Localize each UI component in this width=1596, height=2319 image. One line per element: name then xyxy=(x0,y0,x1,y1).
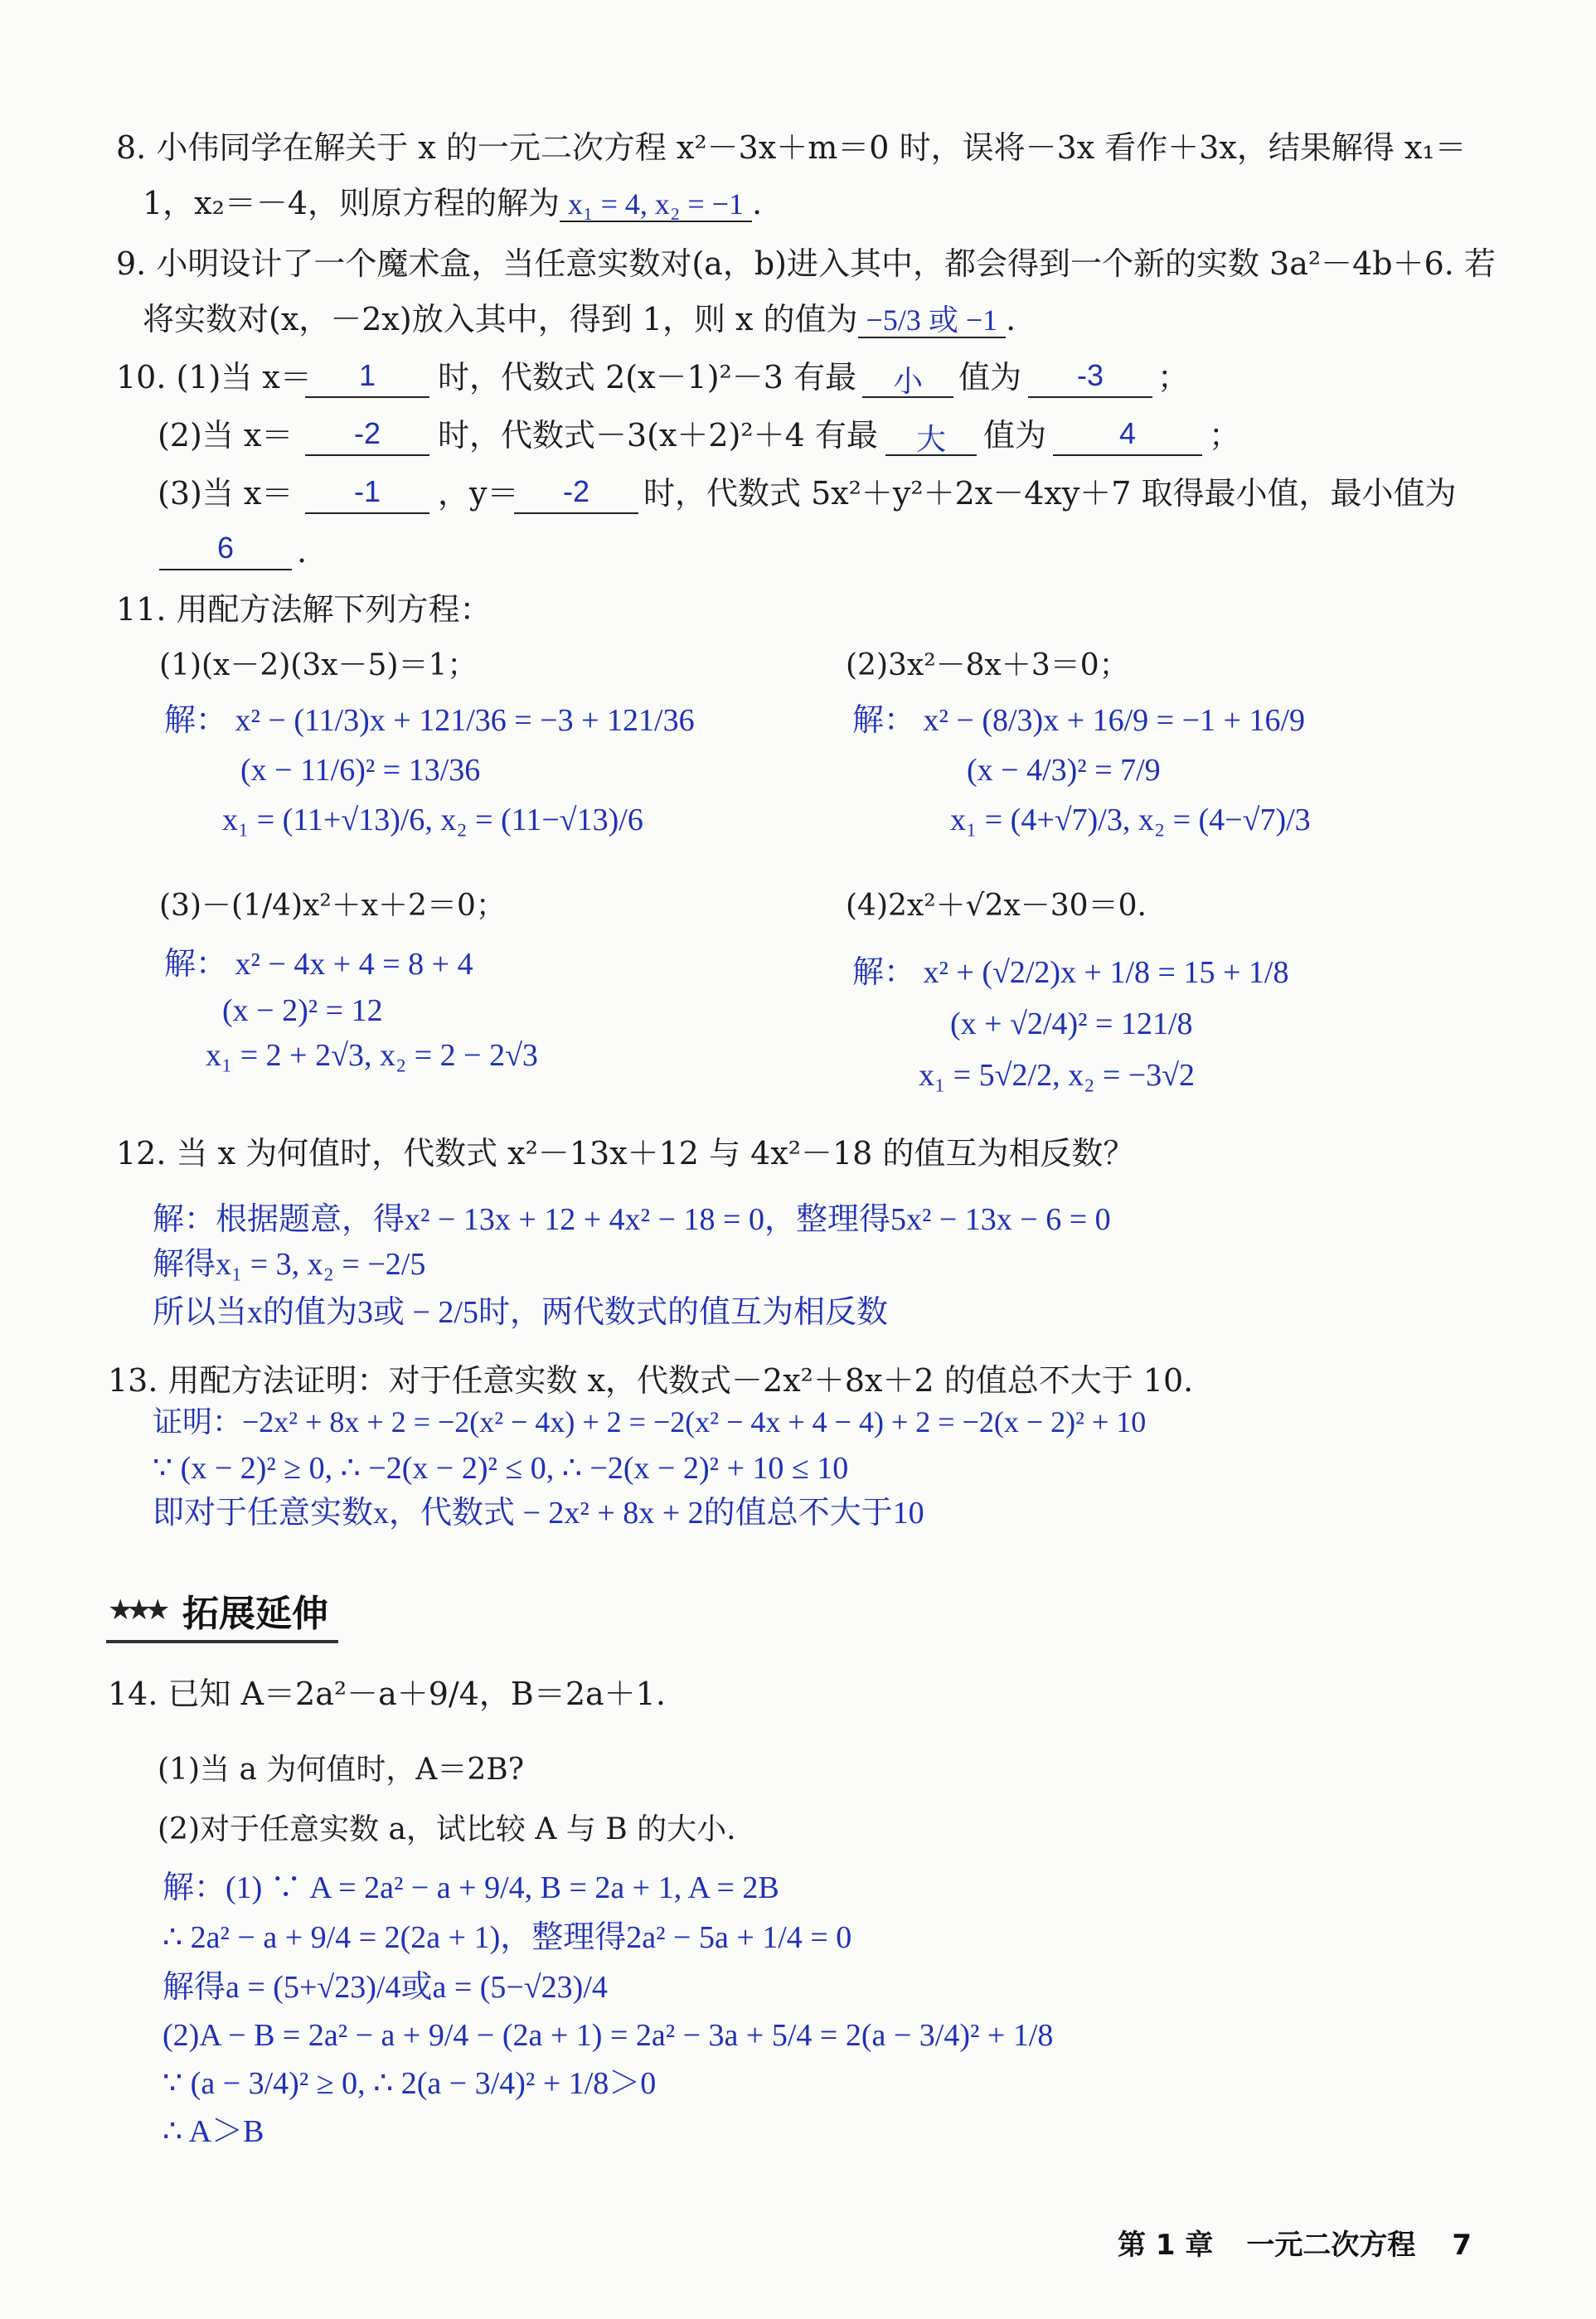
q14-p1: (1)当 a 为何值时，A＝2B? xyxy=(158,1753,525,1787)
q13-sol-1: 证明：−2x² + 8x + 2 = −2(x² − 4x) + 2 = −2(x² − 4x + 4 − 4) + 2 = −2(x − 2)² + 10 xyxy=(153,1405,1147,1438)
footer-chapter: 第 1 章 xyxy=(1117,2229,1214,2262)
q11-p1-sol-2: (x − 11/6)² = 13/36 xyxy=(240,753,481,788)
page-footer xyxy=(1118,2222,1472,2263)
q10-p1-c: 值为 xyxy=(958,359,1022,395)
q10-p1-fill1: 1 xyxy=(305,358,429,398)
q11-p1-sol-3: x₁ = (11+√13)/6, x₂ = (11−√13)/6 xyxy=(222,803,643,837)
q10-p1-d: ； xyxy=(1157,359,1190,395)
q10-p2-fill2: 大 xyxy=(885,416,977,456)
footer-chapter-title: 一元二次方程 xyxy=(1246,2229,1416,2262)
q9-line1: 9. 小明设计了一个魔术盒，当任意实数对(a，b)进入其中，都会得到一个新的实数 3a²－4b＋6. 若 xyxy=(116,245,1496,282)
q8-line1: 8. 小伟同学在解关于 x 的一元二次方程 x²－3x＋m＝0 时，误将－3x 看作＋3x，结果解得 x₁＝ xyxy=(116,129,1467,166)
q9-answer: −5/3 或 −1 xyxy=(858,303,1007,338)
q10-p3-a: (3)当 x＝ xyxy=(158,475,293,512)
q10-p2-fill1: -2 xyxy=(305,416,429,456)
q11-p3-sol-1: 解： x² − 4x + 4 = 8 + 4 xyxy=(164,947,473,982)
q14-sol-4: (2)A − B = 2a² − a + 9/4 − (2a + 1) = 2a² − 3a + 5/4 = 2(a − 3/4)² + 1/8 xyxy=(163,2018,1054,2053)
q14-title: 14. 已知 A＝2a²－a＋9/4，B＝2a＋1. xyxy=(108,1676,666,1712)
q13-title: 13. 用配方法证明：对于任意实数 x，代数式－2x²＋8x＋2 的值总不大于 10. xyxy=(108,1362,1194,1399)
q10-p2-c: 值为 xyxy=(983,417,1047,454)
q11-p1-sol-1: 解： x² − (11/3)x + 121/36 = −3 + 121/36 xyxy=(164,703,695,738)
q11-title: 11. 用配方法解下列方程： xyxy=(116,591,492,628)
q10-p2-a: (2)当 x＝ xyxy=(158,417,293,454)
q10-p3-fill1: -1 xyxy=(305,474,429,514)
q11-p4-sol-3: x₁ = 5√2/2, x₂ = −3√2 xyxy=(919,1058,1196,1093)
q13-sol-2: ∵ (x − 2)² ≥ 0, ∴ −2(x − 2)² ≤ 0, ∴ −2(x − 2)² + 10 ≤ 10 xyxy=(153,1451,849,1486)
q10-p3-c: 时，代数式 5x²＋y²＋2x－4xy＋7 取得最小值，最小值为 xyxy=(643,475,1457,512)
q10-p2-b: 时，代数式－3(x＋2)²＋4 有最 xyxy=(438,417,878,454)
q14-sol-5: ∵ (a − 3/4)² ≥ 0, ∴ 2(a − 3/4)² + 1/8＞0 xyxy=(163,2066,657,2101)
q10-p3-b: ，y＝ xyxy=(438,475,519,512)
q13-sol-3: 即对于任意实数x，代数式 − 2x² + 8x + 2的值总不大于10 xyxy=(153,1496,924,1531)
q11-p2-sol-1: 解： x² − (8/3)x + 16/9 = −1 + 16/9 xyxy=(852,703,1306,738)
q11-p2-sol-2: (x − 4/3)² = 7/9 xyxy=(967,753,1161,788)
q14-sol-2: ∴ 2a² − a + 9/4 = 2(2a + 1)，整理得2a² − 5a + 1/4 = 0 xyxy=(163,1920,852,1955)
q14-sol-1: 解：(1) ∵ A = 2a² − a + 9/4, B = 2a + 1, A = 2B xyxy=(163,1870,779,1905)
q11-p4-sol-1: 解： x² + (√2/2)x + 1/8 = 15 + 1/8 xyxy=(852,955,1289,990)
q11-p3-sol-2: (x − 2)² = 12 xyxy=(222,993,383,1028)
q9-period: . xyxy=(1006,301,1016,337)
q8-line2 xyxy=(143,184,762,223)
q11-p2: (2)3x²－8x＋3＝0； xyxy=(846,648,1129,682)
q12-sol-1: 解：根据题意，得x² − 13x + 12 + 4x² − 18 = 0，整理得5x² − 13x − 6 = 0 xyxy=(153,1202,1111,1237)
q10-p1-a: 10. (1)当 x＝ xyxy=(116,359,312,395)
q10-p1-fill3: -3 xyxy=(1028,358,1152,398)
page-number: 7 xyxy=(1452,2229,1472,2262)
q11-p3-sol-3: x₁ = 2 + 2√3, x₂ = 2 − 2√3 xyxy=(206,1038,538,1073)
q11-p2-sol-3: x₁ = (4+√7)/3, x₂ = (4−√7)/3 xyxy=(950,803,1311,837)
q10-p2-d: ； xyxy=(1209,417,1241,454)
q10-p3-fill2: -2 xyxy=(514,474,638,514)
q12-sol-3: 所以当x的值为3或 − 2/5时，两代数式的值互为相反数 xyxy=(153,1295,888,1330)
section-title: 拓展延伸 xyxy=(106,1584,338,1643)
q10-p2-fill3: 4 xyxy=(1053,416,1202,456)
q8-text: 1，x₂＝－4，则原方程的解为 xyxy=(143,185,560,221)
q12-sol-2: 解得x₁ = 3, x₂ = −2/5 xyxy=(153,1247,426,1282)
q9-line2 xyxy=(143,300,1016,339)
q11-p3: (3)－(1/4)x²＋x＋2＝0； xyxy=(159,889,506,923)
q8-answer: x₁ = 4, x₂ = −1 xyxy=(560,187,752,222)
q10-p3-fill3: 6 xyxy=(159,531,292,570)
q14-p2: (2)对于任意实数 a，试比较 A 与 B 的大小. xyxy=(158,1812,736,1846)
q8-period: . xyxy=(752,185,763,221)
q11-p4-sol-2: (x + √2/4)² = 121/8 xyxy=(950,1007,1193,1041)
q10-p1-fill2: 小 xyxy=(862,358,953,398)
section-star-icon: ★★★ xyxy=(108,1594,164,1627)
q11-p4: (4)2x²＋√2x－30＝0. xyxy=(846,889,1147,923)
q10-p1-b: 时，代数式 2(x－1)²－3 有最 xyxy=(438,359,857,395)
q14-sol-6: ∴ A＞B xyxy=(163,2114,264,2149)
q9-text: 将实数对(x，－2x)放入其中，得到 1，则 x 的值为 xyxy=(143,301,858,337)
q14-sol-3: 解得a = (5+√23)/4或a = (5−√23)/4 xyxy=(163,1970,608,2005)
q10-p3-d: . xyxy=(297,533,308,570)
q11-p1: (1)(x－2)(3x－5)＝1； xyxy=(159,648,478,682)
q12-title: 12. 当 x 为何值时，代数式 x²－13x＋12 与 4x²－18 的值互为相反数？ xyxy=(116,1135,1135,1172)
